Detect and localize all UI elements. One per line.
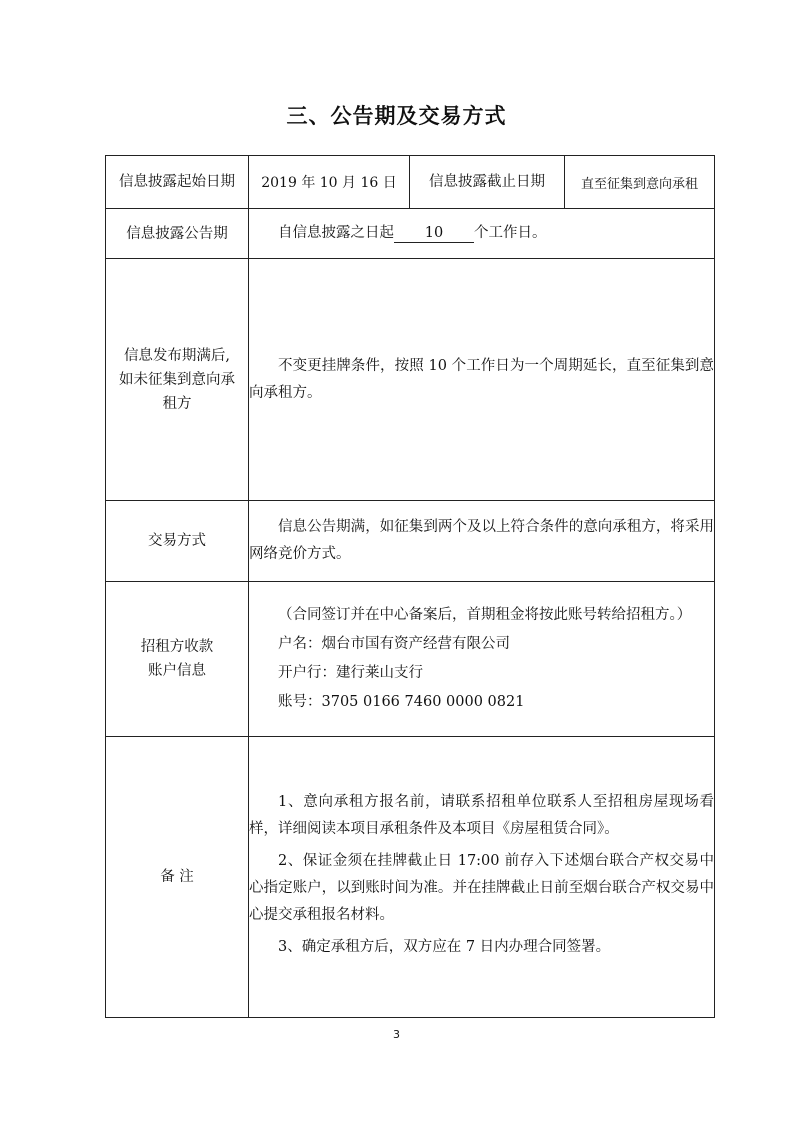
announcement-table <box>105 155 715 1018</box>
account-note: （合同签订并在中心备案后，首期租金将按此账号转给招租方。） <box>278 607 692 623</box>
period-row <box>106 209 715 259</box>
end-date-label: 信息披露截止日期 <box>410 156 565 209</box>
remark-item: 1、意向承租方报名前，请联系招租单位联系人至招租房屋现场看样，详细阅读本项目承租条件及本项目《房屋租赁合同》。 <box>249 793 714 837</box>
account-bank: 开户行：建行莱山支行 <box>278 665 423 681</box>
period-text-after: 个工作日。 <box>474 225 547 241</box>
period-label: 信息披露公告期 <box>106 209 249 259</box>
period-value <box>249 209 715 259</box>
remarks-label: 备 注 <box>106 737 249 1018</box>
account-number: 账号：3705 0166 7460 0000 0821 <box>278 694 525 710</box>
extension-value <box>249 259 715 501</box>
remarks-row <box>106 737 715 1018</box>
start-date-value: 2019 年 10 月 16 日 <box>249 156 410 209</box>
method-row <box>106 501 715 582</box>
extension-label-line2: 如未征集到意向承 <box>119 371 235 388</box>
method-text: 信息公告期满，如征集到两个及以上符合条件的意向承租方，将采用网络竞价方式。 <box>249 519 714 562</box>
page-number: 3 <box>393 1028 400 1041</box>
method-label: 交易方式 <box>106 501 249 582</box>
extension-label <box>106 259 249 501</box>
extension-label-line3: 租方 <box>162 395 192 412</box>
remarks-value <box>249 737 715 1018</box>
account-row <box>106 582 715 737</box>
account-label-line1: 招租方收款 <box>140 639 214 655</box>
account-label <box>106 582 249 737</box>
account-value <box>249 582 715 737</box>
remark-item: 2、保证金须在挂牌截止日 17:00 前存入下述烟台联合产权交易中心指定账户，以到账时间为准。并在挂牌截止日前至烟台联合产权交易中心提交承租报名材料。 <box>249 852 714 923</box>
period-days: 10 <box>394 224 474 243</box>
section-title: 三、公告期及交易方式 <box>286 104 507 128</box>
method-value <box>249 501 715 582</box>
end-date-value: 直至征集到意向承租 <box>565 156 715 209</box>
account-holder: 户名：烟台市国有资产经营有限公司 <box>278 636 510 652</box>
period-text-before: 自信息披露之日起 <box>278 225 394 241</box>
account-label-line2: 账户信息 <box>148 663 206 679</box>
extension-text: 不变更挂牌条件，按照 10 个工作日为一个周期延长，直至征集到意向承租方。 <box>249 357 714 401</box>
extension-label-line1: 信息发布期满后, <box>123 347 231 364</box>
start-date-label: 信息披露起始日期 <box>106 156 249 209</box>
remark-item: 3、确定承租方后，双方应在 7 日内办理合同签署。 <box>278 938 611 955</box>
extension-row <box>106 259 715 501</box>
start-date-row <box>106 156 715 209</box>
